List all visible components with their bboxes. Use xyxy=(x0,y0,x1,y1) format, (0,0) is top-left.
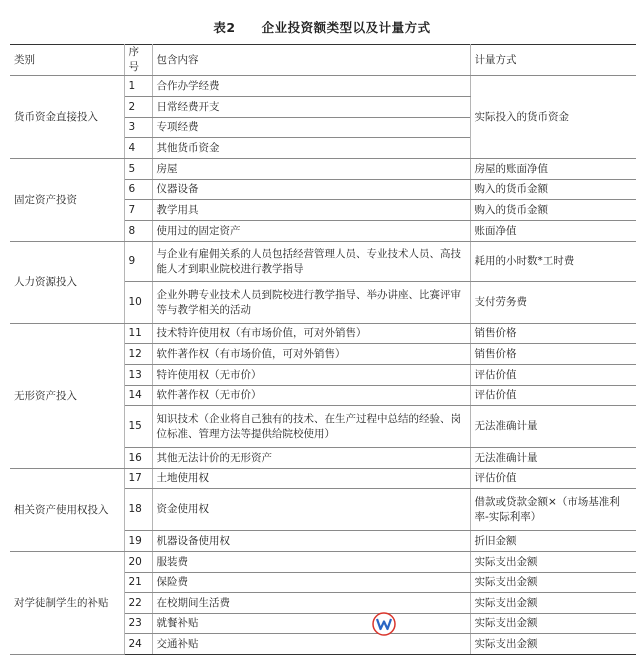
table-title: 表2 企业投资额类型以及计量方式 xyxy=(213,20,431,35)
row-content: 就餐补贴 xyxy=(152,614,470,634)
row-number: 4 xyxy=(124,138,152,159)
table-row xyxy=(10,159,636,180)
row-number: 18 xyxy=(124,489,152,531)
row-content: 服装费 xyxy=(152,552,470,573)
row-content: 仪器设备 xyxy=(152,180,470,200)
row-content: 机器设备使用权 xyxy=(152,531,470,552)
row-content: 技术特许使用权（有市场价值，可对外销售） xyxy=(152,324,470,344)
row-number: 21 xyxy=(124,573,152,593)
row-method: 实际投入的货币资金 xyxy=(470,76,636,159)
row-content: 知识技术（企业将自己独有的技术、在生产过程中总结的经验、岗位标准、管理方法等提供给院校使用） xyxy=(152,406,470,448)
row-number: 7 xyxy=(124,200,152,221)
row-number: 1 xyxy=(124,76,152,97)
row-number: 19 xyxy=(124,531,152,552)
row-number: 12 xyxy=(124,344,152,365)
row-method: 房屋的账面净值 xyxy=(470,159,636,180)
row-method: 借款或贷款金额×（市场基准利率-实际利率） xyxy=(470,489,636,531)
row-number: 13 xyxy=(124,365,152,386)
header-method: 计量方式 xyxy=(470,45,636,76)
row-content: 土地使用权 xyxy=(152,469,470,489)
row-content: 教学用具 xyxy=(152,200,470,221)
row-content: 在校期间生活费 xyxy=(152,593,470,614)
row-content: 交通补贴 xyxy=(152,634,470,655)
category-cell: 人力资源投入 xyxy=(10,242,124,324)
row-content: 软件著作权（无市价） xyxy=(152,386,470,406)
category-cell: 无形资产投入 xyxy=(10,324,124,469)
row-method: 无法准确计量 xyxy=(470,406,636,448)
row-number: 6 xyxy=(124,180,152,200)
row-content: 使用过的固定资产 xyxy=(152,221,470,242)
row-number: 23 xyxy=(124,614,152,634)
row-method: 购入的货币金额 xyxy=(470,200,636,221)
investment-table xyxy=(10,44,636,655)
row-number: 16 xyxy=(124,448,152,469)
row-number: 11 xyxy=(124,324,152,344)
row-method: 评估价值 xyxy=(470,365,636,386)
row-method: 实际支出金额 xyxy=(470,552,636,573)
table-row xyxy=(10,242,636,282)
row-number: 3 xyxy=(124,118,152,138)
row-method: 无法准确计量 xyxy=(470,448,636,469)
row-content: 其他货币资金 xyxy=(152,138,470,159)
table-header-row xyxy=(10,45,636,76)
row-method: 账面净值 xyxy=(470,221,636,242)
header-no: 序号 xyxy=(124,45,152,76)
watermark-logo-icon xyxy=(372,612,396,636)
row-number: 15 xyxy=(124,406,152,448)
row-content: 合作办学经费 xyxy=(152,76,470,97)
row-method: 购入的货币金额 xyxy=(470,180,636,200)
row-content: 其他无法计价的无形资产 xyxy=(152,448,470,469)
row-method: 实际支出金额 xyxy=(470,593,636,614)
category-cell: 对学徒制学生的补贴 xyxy=(10,552,124,655)
row-content: 日常经费开支 xyxy=(152,97,470,118)
row-method: 实际支出金额 xyxy=(470,573,636,593)
category-cell: 相关资产使用权投入 xyxy=(10,469,124,552)
category-cell: 货币资金直接投入 xyxy=(10,76,124,159)
row-method: 折旧金额 xyxy=(470,531,636,552)
row-number: 8 xyxy=(124,221,152,242)
row-content: 企业外聘专业技术人员到院校进行教学指导、举办讲座、比赛评审等与教学相关的活动 xyxy=(152,282,470,324)
row-content: 软件著作权（有市场价值，可对外销售） xyxy=(152,344,470,365)
row-number: 10 xyxy=(124,282,152,324)
row-number: 24 xyxy=(124,634,152,655)
row-number: 2 xyxy=(124,97,152,118)
row-number: 9 xyxy=(124,242,152,282)
row-method: 销售价格 xyxy=(470,324,636,344)
row-method: 实际支出金额 xyxy=(470,634,636,655)
header-category: 类别 xyxy=(10,45,124,76)
header-content: 包含内容 xyxy=(152,45,470,76)
row-content: 资金使用权 xyxy=(152,489,470,531)
table-row xyxy=(10,324,636,344)
table-row xyxy=(10,76,636,97)
row-number: 22 xyxy=(124,593,152,614)
row-number: 17 xyxy=(124,469,152,489)
row-number: 20 xyxy=(124,552,152,573)
row-method: 支付劳务费 xyxy=(470,282,636,324)
row-method: 评估价值 xyxy=(470,469,636,489)
row-number: 5 xyxy=(124,159,152,180)
category-cell: 固定资产投资 xyxy=(10,159,124,242)
row-number: 14 xyxy=(124,386,152,406)
row-method: 耗用的小时数*工时费 xyxy=(470,242,636,282)
table-row xyxy=(10,552,636,573)
row-content: 房屋 xyxy=(152,159,470,180)
row-method: 实际支出金额 xyxy=(470,614,636,634)
row-content: 特许使用权（无市价） xyxy=(152,365,470,386)
table-row xyxy=(10,469,636,489)
row-content: 与企业有雇佣关系的人员包括经营管理人员、专业技术人员、高技能人才到职业院校进行教学指导 xyxy=(152,242,470,282)
row-content: 专项经费 xyxy=(152,118,470,138)
row-content: 保险费 xyxy=(152,573,470,593)
row-method: 销售价格 xyxy=(470,344,636,365)
row-method: 评估价值 xyxy=(470,386,636,406)
